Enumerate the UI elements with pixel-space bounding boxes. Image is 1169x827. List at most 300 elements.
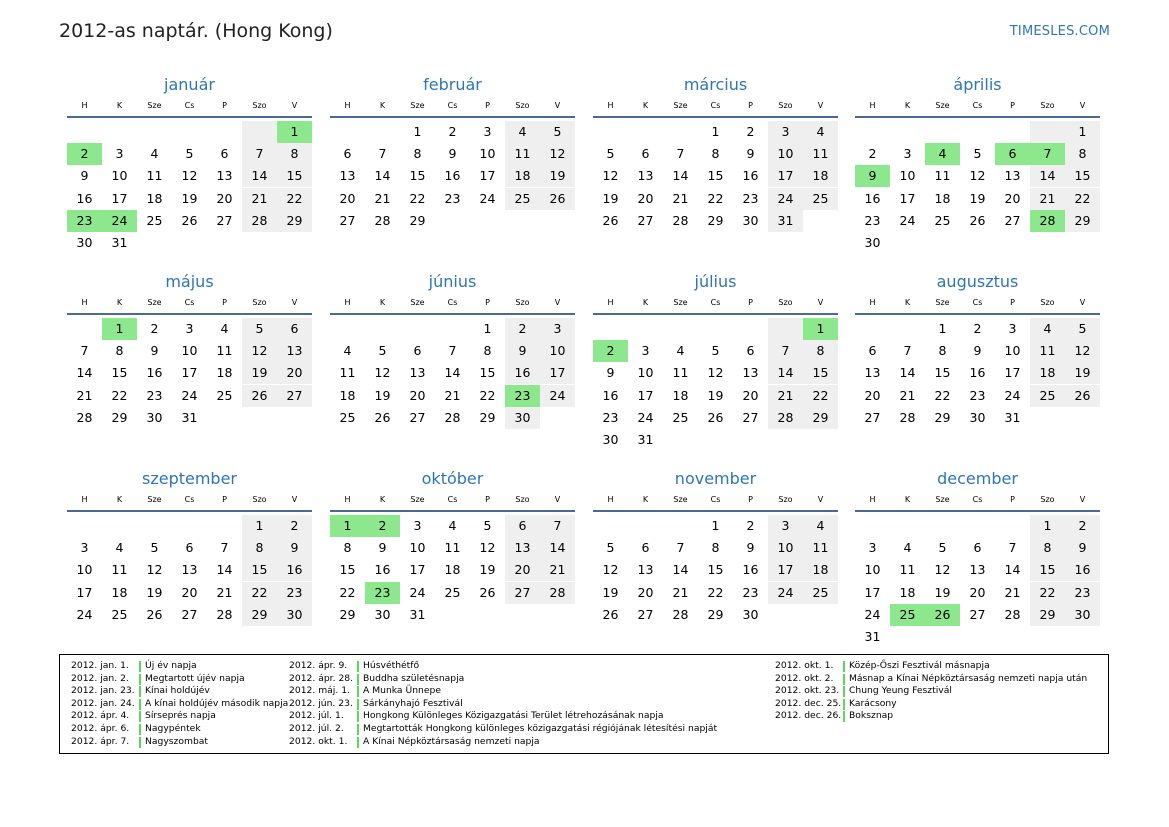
week-row bbox=[330, 121, 575, 143]
day-cell: 27 bbox=[637, 606, 654, 622]
day-cell: 13 bbox=[864, 365, 881, 381]
day-cell: 12 bbox=[1065, 340, 1100, 362]
weekday-header bbox=[855, 98, 1100, 118]
day-cell: 22 bbox=[242, 582, 277, 604]
empty-cell bbox=[277, 407, 312, 429]
day-cell: 14 bbox=[1004, 562, 1021, 578]
holiday-date: 2012. jan. 1. bbox=[71, 660, 129, 671]
day-cell: 31 bbox=[181, 409, 198, 425]
day-cell: 26 bbox=[146, 606, 163, 622]
day-cell: 11 bbox=[803, 143, 838, 165]
empty-cell bbox=[768, 318, 803, 340]
day-cell: 3 bbox=[540, 318, 575, 340]
day-cell: 5 bbox=[606, 146, 615, 162]
day-cell: 25 bbox=[216, 387, 233, 403]
day-cell: 23 bbox=[67, 210, 102, 232]
day-cell: 26 bbox=[602, 212, 619, 228]
week-row bbox=[330, 210, 575, 232]
week-row bbox=[330, 318, 575, 340]
day-cell: 3 bbox=[868, 540, 877, 556]
empty-cell bbox=[663, 429, 698, 451]
day-cell: 19 bbox=[540, 165, 575, 187]
day-cell: 15 bbox=[803, 362, 838, 384]
day-cell: 21 bbox=[899, 387, 916, 403]
weekday-label: K bbox=[379, 495, 386, 504]
month-name: március bbox=[683, 75, 748, 94]
day-cell: 14 bbox=[444, 365, 461, 381]
day-cell: 4 bbox=[803, 515, 838, 537]
day-cell: 10 bbox=[768, 537, 803, 559]
weekday-label: P bbox=[222, 495, 227, 504]
empty-cell bbox=[172, 515, 207, 537]
day-cell: 27 bbox=[637, 212, 654, 228]
empty-cell bbox=[207, 515, 242, 537]
day-cell: 21 bbox=[76, 387, 93, 403]
day-cell: 17 bbox=[409, 562, 426, 578]
day-cell: 16 bbox=[374, 562, 391, 578]
weekday-label: Szo bbox=[778, 101, 793, 110]
day-cell: 1 bbox=[277, 121, 312, 143]
day-cell: 1 bbox=[102, 318, 137, 340]
weekday-label: V bbox=[817, 298, 824, 307]
day-cell: 22 bbox=[1065, 188, 1100, 210]
day-cell: 13 bbox=[277, 340, 312, 362]
day-cell: 23 bbox=[277, 582, 312, 604]
week-row bbox=[67, 210, 312, 232]
empty-cell bbox=[242, 232, 277, 254]
day-cell: 15 bbox=[111, 365, 128, 381]
day-cell: 3 bbox=[1008, 321, 1017, 336]
day-cell: 2 bbox=[365, 515, 400, 537]
weekday-label: Szo bbox=[515, 298, 530, 307]
empty-cell bbox=[855, 121, 890, 143]
day-cell: 7 bbox=[676, 540, 685, 556]
day-cell: 21 bbox=[672, 190, 689, 206]
empty-cell bbox=[137, 232, 172, 254]
legend-item bbox=[71, 723, 288, 736]
day-cell: 4 bbox=[803, 121, 838, 143]
day-cell: 12 bbox=[374, 365, 391, 381]
day-cell: 26 bbox=[602, 606, 619, 622]
day-cell: 29 bbox=[934, 409, 951, 425]
day-cell: 20 bbox=[742, 387, 759, 403]
day-cell: 8 bbox=[1030, 537, 1065, 559]
empty-cell bbox=[925, 121, 960, 143]
day-cell: 13 bbox=[181, 562, 198, 578]
week-row bbox=[67, 559, 312, 581]
empty-cell bbox=[505, 210, 540, 232]
weekday-label: Cs bbox=[710, 101, 721, 110]
weekday-label: K bbox=[642, 495, 649, 504]
holiday-date: 2012. júl. 1. bbox=[289, 710, 344, 722]
weekday-label: H bbox=[607, 101, 614, 110]
week-row bbox=[67, 318, 312, 340]
day-cell: 22 bbox=[479, 387, 496, 403]
day-cell: 27 bbox=[505, 582, 540, 604]
empty-cell bbox=[890, 626, 925, 648]
holiday-date: 2012. ápr. 6. bbox=[71, 722, 130, 734]
day-cell: 11 bbox=[1030, 340, 1065, 362]
holiday-marker bbox=[139, 711, 141, 722]
day-cell: 13 bbox=[969, 562, 986, 578]
weekday-label: Szo bbox=[778, 495, 793, 504]
day-cell: 12 bbox=[602, 168, 619, 184]
day-cell: 12 bbox=[969, 168, 986, 184]
holiday-marker bbox=[843, 699, 845, 710]
empty-cell bbox=[803, 604, 838, 626]
week-row bbox=[855, 188, 1100, 210]
day-cell: 14 bbox=[672, 168, 689, 184]
weekday-label: V bbox=[291, 298, 298, 307]
holiday-marker bbox=[357, 711, 359, 722]
day-cell: 22 bbox=[339, 584, 356, 600]
holiday-name: Megtartott újév napja bbox=[145, 672, 245, 684]
day-cell: 25 bbox=[890, 604, 925, 626]
weekday-label: P bbox=[485, 298, 490, 307]
weekday-label: V bbox=[817, 495, 824, 504]
empty-cell bbox=[925, 515, 960, 537]
empty-cell bbox=[960, 232, 995, 254]
empty-cell bbox=[435, 604, 470, 626]
day-cell: 19 bbox=[969, 190, 986, 206]
day-cell: 19 bbox=[374, 387, 391, 403]
legend-item bbox=[289, 660, 717, 673]
empty-cell bbox=[960, 626, 995, 648]
weekday-label: H bbox=[607, 298, 614, 307]
weekday-label: Szo bbox=[252, 101, 267, 110]
week-row bbox=[593, 362, 838, 384]
day-cell: 2 bbox=[868, 146, 877, 162]
empty-cell bbox=[593, 121, 628, 143]
day-cell: 5 bbox=[483, 518, 492, 533]
legend-item bbox=[289, 710, 717, 723]
day-cell: 14 bbox=[216, 562, 233, 578]
weekday-label: H bbox=[869, 298, 876, 307]
week-row bbox=[855, 121, 1100, 143]
empty-cell bbox=[855, 318, 890, 340]
day-cell: 15 bbox=[707, 168, 724, 184]
day-cell: 24 bbox=[540, 385, 575, 407]
weekday-header bbox=[67, 295, 312, 315]
day-cell: 20 bbox=[637, 190, 654, 206]
day-cell: 12 bbox=[479, 540, 496, 556]
day-cell: 25 bbox=[1030, 385, 1065, 407]
day-cell: 16 bbox=[146, 365, 163, 381]
legend-column bbox=[775, 660, 1087, 723]
day-cell: 10 bbox=[637, 365, 654, 381]
empty-cell bbox=[207, 232, 242, 254]
day-cell: 28 bbox=[540, 582, 575, 604]
weekday-label: Sze bbox=[673, 298, 688, 307]
weekday-label: P bbox=[748, 298, 753, 307]
day-cell: 17 bbox=[479, 168, 496, 184]
holiday-date: 2012. ápr. 9. bbox=[289, 660, 348, 671]
holiday-name: Boksznap bbox=[849, 710, 894, 722]
empty-cell bbox=[890, 318, 925, 340]
day-cell: 19 bbox=[1065, 362, 1100, 384]
day-cell: 17 bbox=[1004, 365, 1021, 381]
day-cell: 7 bbox=[768, 340, 803, 362]
holiday-marker bbox=[357, 674, 359, 685]
month-3 bbox=[855, 72, 1100, 254]
day-cell: 20 bbox=[277, 362, 312, 384]
day-cell: 28 bbox=[76, 409, 93, 425]
day-cell: 27 bbox=[216, 212, 233, 228]
month-name: június bbox=[428, 272, 477, 291]
day-cell: 24 bbox=[899, 212, 916, 228]
day-cell: 18 bbox=[934, 190, 951, 206]
day-cell: 2 bbox=[593, 340, 628, 362]
holiday-marker bbox=[139, 674, 141, 685]
empty-cell bbox=[960, 121, 995, 143]
month-0 bbox=[67, 72, 312, 254]
day-cell: 28 bbox=[242, 210, 277, 232]
weekday-header bbox=[330, 98, 575, 118]
day-cell: 25 bbox=[146, 212, 163, 228]
month-7 bbox=[855, 269, 1100, 429]
day-cell: 22 bbox=[1030, 582, 1065, 604]
empty-cell bbox=[890, 232, 925, 254]
holiday-marker bbox=[357, 661, 359, 672]
day-cell: 30 bbox=[602, 431, 619, 447]
day-cell: 20 bbox=[969, 584, 986, 600]
site-link[interactable]: TIMESLES.COM bbox=[1009, 24, 1110, 39]
empty-cell bbox=[365, 318, 400, 340]
weekday-header bbox=[593, 98, 838, 118]
day-cell: 17 bbox=[899, 190, 916, 206]
holiday-name: Nagyszombat bbox=[145, 735, 209, 747]
holiday-marker bbox=[843, 686, 845, 697]
empty-cell bbox=[698, 429, 733, 451]
week-row bbox=[330, 515, 575, 537]
empty-cell bbox=[400, 318, 435, 340]
weekday-label: Szo bbox=[1040, 298, 1055, 307]
day-cell: 24 bbox=[864, 606, 881, 622]
holiday-date: 2012. okt. 23. bbox=[775, 685, 840, 697]
week-row bbox=[593, 340, 838, 362]
day-cell: 8 bbox=[413, 146, 422, 162]
day-cell: 4 bbox=[220, 321, 229, 336]
empty-cell bbox=[540, 604, 575, 626]
holiday-marker bbox=[843, 711, 845, 722]
day-cell: 10 bbox=[864, 562, 881, 578]
week-row bbox=[855, 340, 1100, 362]
week-row bbox=[330, 537, 575, 559]
day-cell: 28 bbox=[374, 212, 391, 228]
empty-cell bbox=[1030, 232, 1065, 254]
weekday-label: Cs bbox=[447, 495, 458, 504]
day-cell: 22 bbox=[803, 385, 838, 407]
week-row bbox=[855, 559, 1100, 581]
day-cell: 7 bbox=[1008, 540, 1017, 556]
day-cell: 19 bbox=[181, 190, 198, 206]
weekday-label: V bbox=[554, 495, 561, 504]
weekday-label: P bbox=[485, 101, 490, 110]
day-cell: 9 bbox=[277, 537, 312, 559]
day-cell: 30 bbox=[742, 606, 759, 622]
day-cell: 15 bbox=[277, 165, 312, 187]
day-cell: 3 bbox=[115, 146, 124, 162]
week-row bbox=[855, 385, 1100, 407]
month-6 bbox=[593, 269, 838, 451]
day-cell: 20 bbox=[864, 387, 881, 403]
day-cell: 3 bbox=[80, 540, 89, 556]
legend-item bbox=[71, 660, 288, 673]
day-cell: 3 bbox=[483, 124, 492, 139]
day-cell: 18 bbox=[1030, 362, 1065, 384]
holiday-name: A kínai holdújév második napja bbox=[145, 697, 289, 709]
day-cell: 30 bbox=[742, 212, 759, 228]
day-cell: 16 bbox=[969, 365, 986, 381]
day-cell: 13 bbox=[1004, 168, 1021, 184]
weekday-label: H bbox=[81, 495, 88, 504]
empty-cell bbox=[663, 121, 698, 143]
weekday-label: H bbox=[81, 101, 88, 110]
day-cell: 23 bbox=[742, 190, 759, 206]
empty-cell bbox=[628, 121, 663, 143]
weekday-label: H bbox=[607, 495, 614, 504]
holiday-date: 2012. okt. 2. bbox=[775, 672, 834, 684]
legend-item bbox=[775, 698, 1087, 711]
day-cell: 26 bbox=[540, 188, 575, 210]
empty-cell bbox=[1065, 407, 1100, 429]
holiday-marker bbox=[843, 661, 845, 672]
empty-cell bbox=[890, 515, 925, 537]
day-cell: 12 bbox=[181, 168, 198, 184]
day-cell: 21 bbox=[540, 559, 575, 581]
day-cell: 15 bbox=[409, 168, 426, 184]
weekday-label: V bbox=[554, 298, 561, 307]
day-cell: 3 bbox=[768, 121, 803, 143]
day-cell: 29 bbox=[111, 409, 128, 425]
week-row bbox=[855, 604, 1100, 626]
day-cell: 5 bbox=[973, 146, 982, 162]
empty-cell bbox=[172, 121, 207, 143]
weekday-label: K bbox=[642, 101, 649, 110]
empty-cell bbox=[435, 210, 470, 232]
weekday-label: K bbox=[116, 298, 123, 307]
day-cell: 5 bbox=[150, 540, 159, 556]
day-cell: 10 bbox=[768, 143, 803, 165]
day-cell: 1 bbox=[711, 518, 720, 533]
legend-column bbox=[289, 660, 717, 748]
holiday-name: A Munka Ünnepe bbox=[363, 685, 441, 697]
day-cell: 31 bbox=[637, 431, 654, 447]
day-cell: 4 bbox=[903, 540, 912, 556]
weekday-header bbox=[855, 492, 1100, 512]
day-cell: 9 bbox=[378, 540, 387, 556]
day-cell: 2 bbox=[746, 518, 755, 533]
day-cell: 7 bbox=[220, 540, 229, 556]
empty-cell bbox=[67, 318, 102, 340]
day-cell: 27 bbox=[181, 606, 198, 622]
empty-cell bbox=[995, 121, 1030, 143]
page-title: 2012-as naptár. (Hong Kong) bbox=[59, 20, 333, 42]
legend-item bbox=[71, 710, 288, 723]
day-cell: 29 bbox=[242, 604, 277, 626]
week-row bbox=[855, 626, 1100, 648]
day-cell: 16 bbox=[602, 387, 619, 403]
weekday-label: H bbox=[869, 101, 876, 110]
day-cell: 12 bbox=[146, 562, 163, 578]
day-cell: 24 bbox=[479, 190, 496, 206]
empty-cell bbox=[242, 121, 277, 143]
holiday-date: 2012. ápr. 28. bbox=[289, 672, 354, 684]
day-cell: 30 bbox=[374, 606, 391, 622]
day-cell: 14 bbox=[672, 562, 689, 578]
day-cell: 29 bbox=[1065, 210, 1100, 232]
month-name: január bbox=[164, 75, 215, 94]
month-10 bbox=[593, 466, 838, 626]
empty-cell bbox=[435, 318, 470, 340]
weekday-header bbox=[593, 492, 838, 512]
day-cell: 2 bbox=[505, 318, 540, 340]
day-cell: 18 bbox=[672, 387, 689, 403]
weekday-label: K bbox=[904, 495, 911, 504]
day-cell: 8 bbox=[711, 146, 720, 162]
day-cell: 7 bbox=[242, 143, 277, 165]
day-cell: 26 bbox=[1065, 385, 1100, 407]
day-cell: 25 bbox=[934, 212, 951, 228]
day-cell: 11 bbox=[803, 537, 838, 559]
holiday-date: 2012. dec. 26. bbox=[775, 710, 842, 722]
empty-cell bbox=[663, 515, 698, 537]
weekday-label: V bbox=[1079, 495, 1086, 504]
week-row bbox=[593, 429, 838, 451]
day-cell: 31 bbox=[768, 210, 803, 232]
day-cell: 21 bbox=[768, 385, 803, 407]
day-cell: 7 bbox=[540, 515, 575, 537]
empty-cell bbox=[67, 121, 102, 143]
day-cell: 16 bbox=[742, 168, 759, 184]
day-cell: 6 bbox=[641, 540, 650, 556]
day-cell: 19 bbox=[479, 562, 496, 578]
day-cell: 26 bbox=[242, 385, 277, 407]
day-cell: 8 bbox=[277, 143, 312, 165]
week-row bbox=[330, 582, 575, 604]
day-cell: 23 bbox=[146, 387, 163, 403]
week-row bbox=[67, 604, 312, 626]
day-cell: 27 bbox=[1004, 212, 1021, 228]
day-cell: 18 bbox=[803, 559, 838, 581]
weekday-label: P bbox=[222, 101, 227, 110]
day-cell: 13 bbox=[409, 365, 426, 381]
day-cell: 6 bbox=[413, 343, 422, 359]
day-cell: 24 bbox=[76, 606, 93, 622]
holiday-marker bbox=[139, 699, 141, 710]
weekday-label: P bbox=[748, 495, 753, 504]
day-cell: 4 bbox=[676, 343, 685, 359]
empty-cell bbox=[890, 121, 925, 143]
holiday-date: 2012. jan. 24. bbox=[71, 697, 135, 709]
day-cell: 26 bbox=[925, 604, 960, 626]
empty-cell bbox=[995, 515, 1030, 537]
day-cell: 6 bbox=[277, 318, 312, 340]
day-cell: 19 bbox=[707, 387, 724, 403]
holiday-marker bbox=[139, 686, 141, 697]
weekday-label: Sze bbox=[410, 495, 425, 504]
weekday-label: Cs bbox=[447, 298, 458, 307]
day-cell: 25 bbox=[505, 188, 540, 210]
day-cell: 11 bbox=[444, 540, 461, 556]
weekday-label: K bbox=[116, 101, 123, 110]
empty-cell bbox=[698, 318, 733, 340]
day-cell: 10 bbox=[181, 343, 198, 359]
day-cell: 24 bbox=[768, 188, 803, 210]
day-cell: 5 bbox=[711, 343, 720, 359]
week-row bbox=[855, 362, 1100, 384]
empty-cell bbox=[593, 318, 628, 340]
